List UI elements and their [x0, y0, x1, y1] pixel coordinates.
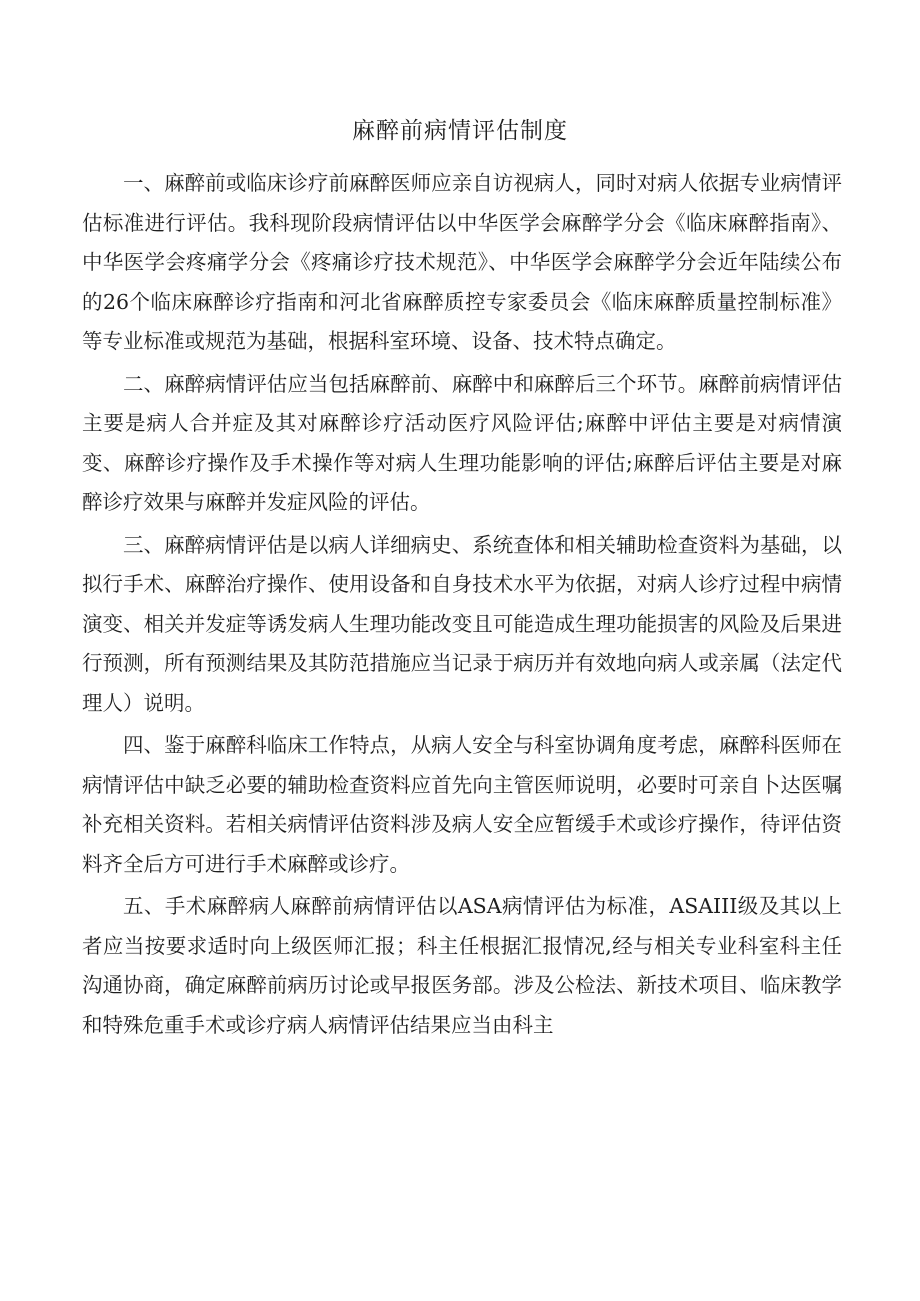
- document-body: [82, 164, 842, 1048]
- paragraph-5: 五、手术麻醉病人麻醉前病情评估以ASA病情评估为标准，ASAIII级及其以上者应当按要求适时向上级医师汇报；科主任根据汇报情况,经与相关专业科室科主任沟通协商，确定麻醉前病历讨论或早报医务部。涉及公检法、新技术项目、临床教学和特殊危重手术或诊疗病人病情评估结果应当由科主: [82, 894, 842, 1037]
- paragraph-3: 三、麻醉病情评估是以病人详细病史、系统查体和相关辅助检查资料为基础，以拟行手术、麻醉治疗操作、使用设备和自身技术水平为依据，对病人诊疗过程中病情演变、相关并发症等诱发病人生理功能改变且可能造成生理功能损害的风险及后果进行预测，所有预测结果及其防范措施应当记录于病历并有效地向病人或亲属（法定代理人）说明。: [82, 532, 842, 715]
- paragraph-4: 四、鉴于麻醉科临床工作特点，从病人安全与科室协调角度考虑，麻醉科医师在病情评估中缺乏必要的辅助检查资料应首先向主管医师说明，必要时可亲自卜达医嘱补充相关资料。若相关病情评估资料涉及病人安全应暂缓手术或诊疗操作，待评估资料齐全后方可进行手术麻醉或诊疗。: [82, 733, 842, 876]
- document-title: 麻醉前病情评估制度: [352, 118, 568, 144]
- paragraph-1: 一、麻醉前或临床诊疗前麻醉医师应亲自访视病人，同时对病人依据专业病情评估标准进行评估。我科现阶段病情评估以中华医学会麻醉学分会《临床麻醉指南》、中华医学会疼痛学分会《疼痛诊疗技术规范》、中华医学会麻醉学分会近年陆续公布的26个临床麻醉诊疗指南和河北省麻醉质控专家委员会《临床麻醉质量控制标准》等专业标准或规范为基础，根据科室环境、设备、技术特点确定。: [82, 171, 842, 353]
- paragraph-2: 二、麻醉病情评估应当包括麻醉前、麻醉中和麻醉后三个环节。麻醉前病情评估主要是病人合并症及其对麻醉诊疗活动医疗风险评估;麻醉中评估主要是对病情演变、麻醉诊疗操作及手术操作等对病人生理功能影响的评估;麻醉后评估主要是对麻醉诊疗效果与麻醉并发症风险的评估。: [82, 371, 842, 514]
